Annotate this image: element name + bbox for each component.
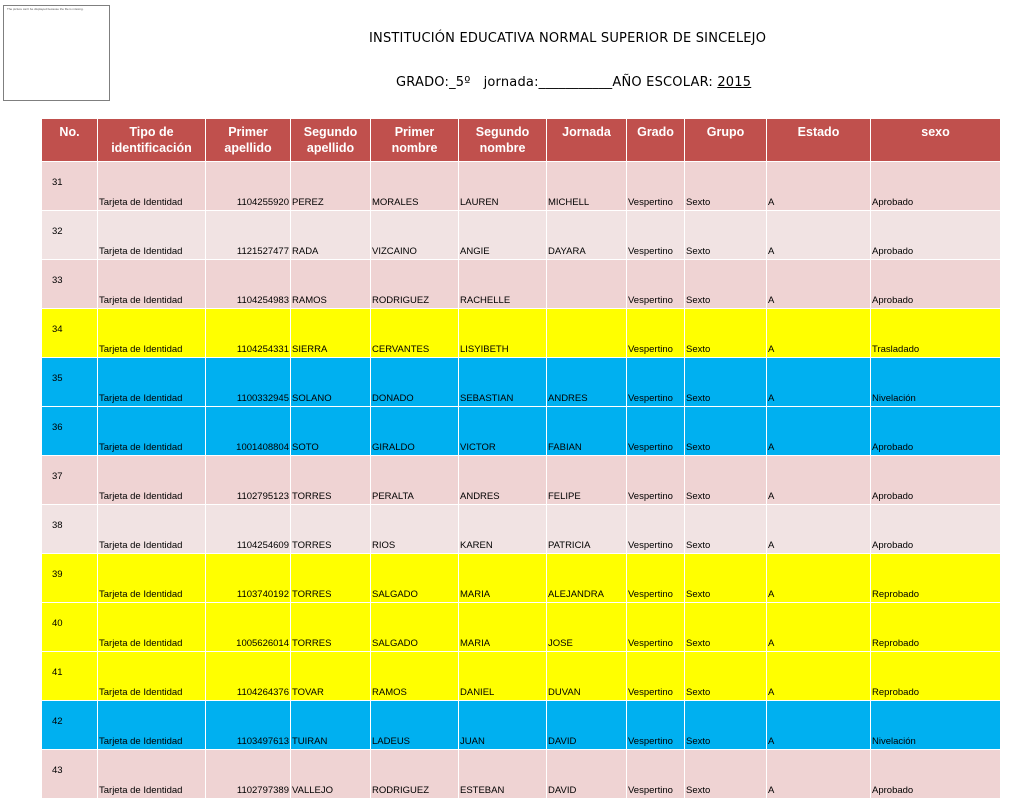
- cell-jornada: Vespertino: [627, 211, 685, 260]
- cell-segundo-nombre: [547, 260, 627, 309]
- cell-estado: Aprobado: [871, 456, 1001, 505]
- cell-no: 40: [42, 603, 98, 652]
- cell-primer-apellido: PEREZ: [291, 162, 371, 211]
- cell-estado: Trasladado: [871, 309, 1001, 358]
- cell-segundo-apellido: SALGADO: [371, 554, 459, 603]
- cell-segundo-nombre: ALEJANDRA: [547, 554, 627, 603]
- cell-segundo-apellido: GIRALDO: [371, 407, 459, 456]
- cell-grupo: A: [767, 652, 871, 701]
- cell-grupo: A: [767, 701, 871, 750]
- cell-segundo-nombre: DAYARA: [547, 211, 627, 260]
- cell-estado: Aprobado: [871, 260, 1001, 309]
- col-header-segundo-nombre: Segundo nombre: [459, 119, 547, 162]
- cell-grado: Sexto: [685, 260, 767, 309]
- cell-primer-apellido: RAMOS: [291, 260, 371, 309]
- cell-id-number: 1102795123: [206, 456, 291, 505]
- cell-jornada: Vespertino: [627, 309, 685, 358]
- cell-primer-apellido: TOVAR: [291, 652, 371, 701]
- table-row: [42, 211, 1001, 260]
- cell-segundo-apellido: CERVANTES: [371, 309, 459, 358]
- cell-grado: Sexto: [685, 750, 767, 799]
- cell-estado: Reprobado: [871, 603, 1001, 652]
- cell-no: 36: [42, 407, 98, 456]
- cell-estado: Aprobado: [871, 162, 1001, 211]
- cell-jornada: Vespertino: [627, 260, 685, 309]
- cell-segundo-apellido: SALGADO: [371, 603, 459, 652]
- cell-grado: Sexto: [685, 505, 767, 554]
- cell-estado: Reprobado: [871, 652, 1001, 701]
- cell-segundo-nombre: DUVAN: [547, 652, 627, 701]
- table-body: [42, 162, 1001, 799]
- cell-segundo-nombre: FABIAN: [547, 407, 627, 456]
- cell-tipo: Tarjeta de Identidad: [98, 456, 206, 505]
- cell-primer-nombre: JUAN: [459, 701, 547, 750]
- cell-estado: Aprobado: [871, 750, 1001, 799]
- cell-grado: Sexto: [685, 358, 767, 407]
- cell-tipo: Tarjeta de Identidad: [98, 260, 206, 309]
- table-row: [42, 701, 1001, 750]
- cell-primer-apellido: RADA: [291, 211, 371, 260]
- jornada-blank: ___________: [538, 75, 613, 90]
- cell-segundo-apellido: LADEUS: [371, 701, 459, 750]
- cell-grupo: A: [767, 211, 871, 260]
- cell-segundo-nombre: PATRICIA: [547, 505, 627, 554]
- cell-grado: Sexto: [685, 554, 767, 603]
- table-row: [42, 505, 1001, 554]
- col-header-estado: Estado: [767, 119, 871, 162]
- cell-primer-nombre: MARIA: [459, 554, 547, 603]
- cell-grupo: A: [767, 554, 871, 603]
- cell-primer-nombre: ANGIE: [459, 211, 547, 260]
- cell-segundo-apellido: PERALTA: [371, 456, 459, 505]
- cell-tipo: Tarjeta de Identidad: [98, 309, 206, 358]
- cell-estado: Nivelación: [871, 701, 1001, 750]
- col-header-jornada: Jornada: [547, 119, 627, 162]
- cell-grupo: A: [767, 309, 871, 358]
- cell-segundo-apellido: VIZCAINO: [371, 211, 459, 260]
- cell-id-number: 1104255920: [206, 162, 291, 211]
- cell-grupo: A: [767, 162, 871, 211]
- cell-no: 37: [42, 456, 98, 505]
- table-header-row: [42, 119, 1001, 162]
- cell-primer-apellido: TORRES: [291, 456, 371, 505]
- cell-segundo-nombre: FELIPE: [547, 456, 627, 505]
- cell-segundo-nombre: JOSE: [547, 603, 627, 652]
- cell-grupo: A: [767, 358, 871, 407]
- cell-estado: Reprobado: [871, 554, 1001, 603]
- cell-tipo: Tarjeta de Identidad: [98, 554, 206, 603]
- cell-tipo: Tarjeta de Identidad: [98, 652, 206, 701]
- cell-jornada: Vespertino: [627, 701, 685, 750]
- table-row: [42, 162, 1001, 211]
- cell-id-number: 1104254609: [206, 505, 291, 554]
- students-table: [41, 118, 1001, 799]
- cell-no: 32: [42, 211, 98, 260]
- cell-tipo: Tarjeta de Identidad: [98, 603, 206, 652]
- cell-segundo-nombre: [547, 309, 627, 358]
- cell-primer-apellido: TORRES: [291, 603, 371, 652]
- cell-primer-apellido: VALLEJO: [291, 750, 371, 799]
- cell-primer-apellido: SOTO: [291, 407, 371, 456]
- col-header-primer-apellido: Primer apellido: [206, 119, 291, 162]
- cell-id-number: 1103740192: [206, 554, 291, 603]
- table-row: [42, 260, 1001, 309]
- cell-grado: Sexto: [685, 309, 767, 358]
- cell-id-number: 1103497613: [206, 701, 291, 750]
- cell-estado: Aprobado: [871, 505, 1001, 554]
- cell-id-number: 1104264376: [206, 652, 291, 701]
- table-row: [42, 603, 1001, 652]
- cell-jornada: Vespertino: [627, 750, 685, 799]
- grade-line: [396, 75, 1024, 90]
- table-row: [42, 652, 1001, 701]
- cell-no: 31: [42, 162, 98, 211]
- cell-jornada: Vespertino: [627, 162, 685, 211]
- cell-no: 34: [42, 309, 98, 358]
- col-header-sexo: sexo: [871, 119, 1001, 162]
- cell-primer-nombre: ESTEBAN: [459, 750, 547, 799]
- cell-grado: Sexto: [685, 603, 767, 652]
- cell-id-number: 1102797389: [206, 750, 291, 799]
- col-header-tipo: Tipo de identificación: [98, 119, 206, 162]
- missing-image-text: The picture can't be displayed because the file is missing.: [7, 7, 84, 11]
- grado-value: _5º: [449, 75, 471, 90]
- cell-primer-nombre: ANDRES: [459, 456, 547, 505]
- cell-estado: Nivelación: [871, 358, 1001, 407]
- cell-id-number: 1005626014: [206, 603, 291, 652]
- table-row: [42, 456, 1001, 505]
- col-header-segundo-apellido: Segundo apellido: [291, 119, 371, 162]
- cell-segundo-nombre: DAVID: [547, 750, 627, 799]
- cell-primer-nombre: LISYIBETH: [459, 309, 547, 358]
- cell-jornada: Vespertino: [627, 407, 685, 456]
- cell-primer-nombre: SEBASTIAN: [459, 358, 547, 407]
- cell-no: 42: [42, 701, 98, 750]
- cell-id-number: 1001408804: [206, 407, 291, 456]
- cell-primer-nombre: KAREN: [459, 505, 547, 554]
- cell-grado: Sexto: [685, 162, 767, 211]
- cell-primer-nombre: RACHELLE: [459, 260, 547, 309]
- cell-no: 38: [42, 505, 98, 554]
- cell-no: 41: [42, 652, 98, 701]
- cell-tipo: Tarjeta de Identidad: [98, 358, 206, 407]
- cell-segundo-apellido: RODRIGUEZ: [371, 750, 459, 799]
- cell-tipo: Tarjeta de Identidad: [98, 701, 206, 750]
- cell-estado: Aprobado: [871, 211, 1001, 260]
- cell-segundo-apellido: RODRIGUEZ: [371, 260, 459, 309]
- anio-label: AÑO ESCOLAR:: [612, 75, 713, 90]
- cell-grado: Sexto: [685, 407, 767, 456]
- cell-grado: Sexto: [685, 211, 767, 260]
- cell-segundo-apellido: RAMOS: [371, 652, 459, 701]
- cell-tipo: Tarjeta de Identidad: [98, 162, 206, 211]
- cell-tipo: Tarjeta de Identidad: [98, 211, 206, 260]
- cell-tipo: Tarjeta de Identidad: [98, 407, 206, 456]
- table-row: [42, 309, 1001, 358]
- cell-primer-nombre: VICTOR: [459, 407, 547, 456]
- cell-no: 43: [42, 750, 98, 799]
- cell-jornada: Vespertino: [627, 554, 685, 603]
- cell-no: 35: [42, 358, 98, 407]
- cell-primer-nombre: LAUREN: [459, 162, 547, 211]
- cell-grado: Sexto: [685, 652, 767, 701]
- cell-jornada: Vespertino: [627, 358, 685, 407]
- table-row: [42, 407, 1001, 456]
- cell-segundo-nombre: ANDRES: [547, 358, 627, 407]
- cell-id-number: 1121527477: [206, 211, 291, 260]
- cell-segundo-apellido: MORALES: [371, 162, 459, 211]
- cell-jornada: Vespertino: [627, 652, 685, 701]
- cell-id-number: 1104254331: [206, 309, 291, 358]
- cell-segundo-apellido: RIOS: [371, 505, 459, 554]
- cell-estado: Aprobado: [871, 407, 1001, 456]
- cell-grupo: A: [767, 750, 871, 799]
- cell-jornada: Vespertino: [627, 505, 685, 554]
- cell-grado: Sexto: [685, 701, 767, 750]
- cell-segundo-apellido: DONADO: [371, 358, 459, 407]
- grado-label: GRADO:: [396, 75, 450, 90]
- cell-tipo: Tarjeta de Identidad: [98, 505, 206, 554]
- cell-jornada: Vespertino: [627, 603, 685, 652]
- cell-grupo: A: [767, 456, 871, 505]
- cell-segundo-nombre: MICHELL: [547, 162, 627, 211]
- cell-primer-apellido: TUIRAN: [291, 701, 371, 750]
- cell-grupo: A: [767, 260, 871, 309]
- table-row: [42, 750, 1001, 799]
- cell-jornada: Vespertino: [627, 456, 685, 505]
- missing-image-placeholder: [3, 5, 110, 101]
- cell-no: 39: [42, 554, 98, 603]
- institution-title: INSTITUCIÓN EDUCATIVA NORMAL SUPERIOR DE SINCELEJO: [369, 31, 767, 46]
- cell-no: 33: [42, 260, 98, 309]
- cell-primer-nombre: MARIA: [459, 603, 547, 652]
- anio-value: 2015: [717, 75, 752, 90]
- col-header-grupo: Grupo: [685, 119, 767, 162]
- cell-grupo: A: [767, 407, 871, 456]
- cell-primer-nombre: DANIEL: [459, 652, 547, 701]
- col-header-no: No.: [42, 119, 98, 162]
- cell-id-number: 1104254983: [206, 260, 291, 309]
- cell-primer-apellido: SIERRA: [291, 309, 371, 358]
- cell-segundo-nombre: DAVID: [547, 701, 627, 750]
- cell-tipo: Tarjeta de Identidad: [98, 750, 206, 799]
- cell-primer-apellido: TORRES: [291, 505, 371, 554]
- col-header-primer-nombre: Primer nombre: [371, 119, 459, 162]
- cell-id-number: 1100332945: [206, 358, 291, 407]
- col-header-grado: Grado: [627, 119, 685, 162]
- table-row: [42, 358, 1001, 407]
- jornada-label: jornada:: [483, 75, 539, 90]
- cell-primer-apellido: SOLANO: [291, 358, 371, 407]
- table-row: [42, 554, 1001, 603]
- cell-grupo: A: [767, 603, 871, 652]
- cell-primer-apellido: TORRES: [291, 554, 371, 603]
- cell-grupo: A: [767, 505, 871, 554]
- cell-grado: Sexto: [685, 456, 767, 505]
